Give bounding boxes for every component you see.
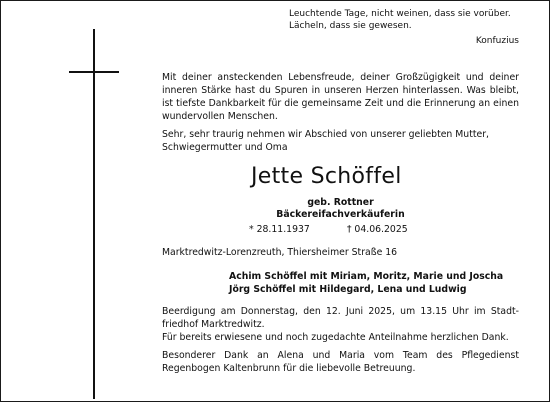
mourner-line: Achim Schöffel mit Miriam, Moritz, Marie und Joscha (229, 271, 504, 282)
quote-line-1: Leuchtende Tage, nicht weinen, dass sie vorüber. (289, 9, 511, 19)
birth-date: * 28.11.1937 (249, 224, 310, 235)
farewell-paragraph: Sehr, sehr traurig nehmen wir Abschied von unserer geliebten Mutter, Schwiegermutter und Oma (162, 129, 489, 153)
mourner-line: Jörg Schöffel mit Hildegard, Lena und Ludwig (229, 284, 467, 295)
cross-icon-bar (69, 71, 119, 73)
maiden-name: geb. Rottner (307, 197, 374, 208)
death-date: † 04.06.2025 (346, 224, 408, 235)
thanks-paragraph: Für bereits erwiesene und noch zugedachte Anteilnahme herzlichen Dank. (162, 332, 509, 343)
life-dates (249, 224, 408, 236)
cross-icon (93, 29, 95, 399)
special-thanks: Besonderer Dank an Alena und Maria vom Team des Pflegedienst Regenbogen Kaltenbrunn für die liebevolle Betreuung. (162, 350, 519, 374)
quote-line-2: Lächeln, dass sie gewesen. (289, 21, 412, 31)
quote-author: Konfuzius (475, 36, 519, 46)
tribute-paragraph: Mit deiner ansteckenden Lebensfreude, deiner Großzügigkeit und deiner inneren Stärke hast du Spuren in unseren Herzen hinterlassen. Was bleibt, ist tiefste Dankbarkeit für die gemeinsame Zeit und die Erinnerung an einen wundervollen Menschen. (162, 72, 519, 122)
mourners-list (229, 270, 503, 296)
funeral-info: Beerdigung am Donnerstag, den 12. Juni 2025, um 13.15 Uhr im Stadt-friedhof Marktredwitz. (162, 306, 519, 330)
deceased-name: Jette Schöffel (251, 164, 402, 189)
occupation: Bäckereifachverkäuferin (276, 209, 405, 220)
quote-block (289, 8, 519, 47)
address: Marktredwitz-Lorenzreuth, Thiersheimer Straße 16 (162, 247, 398, 258)
